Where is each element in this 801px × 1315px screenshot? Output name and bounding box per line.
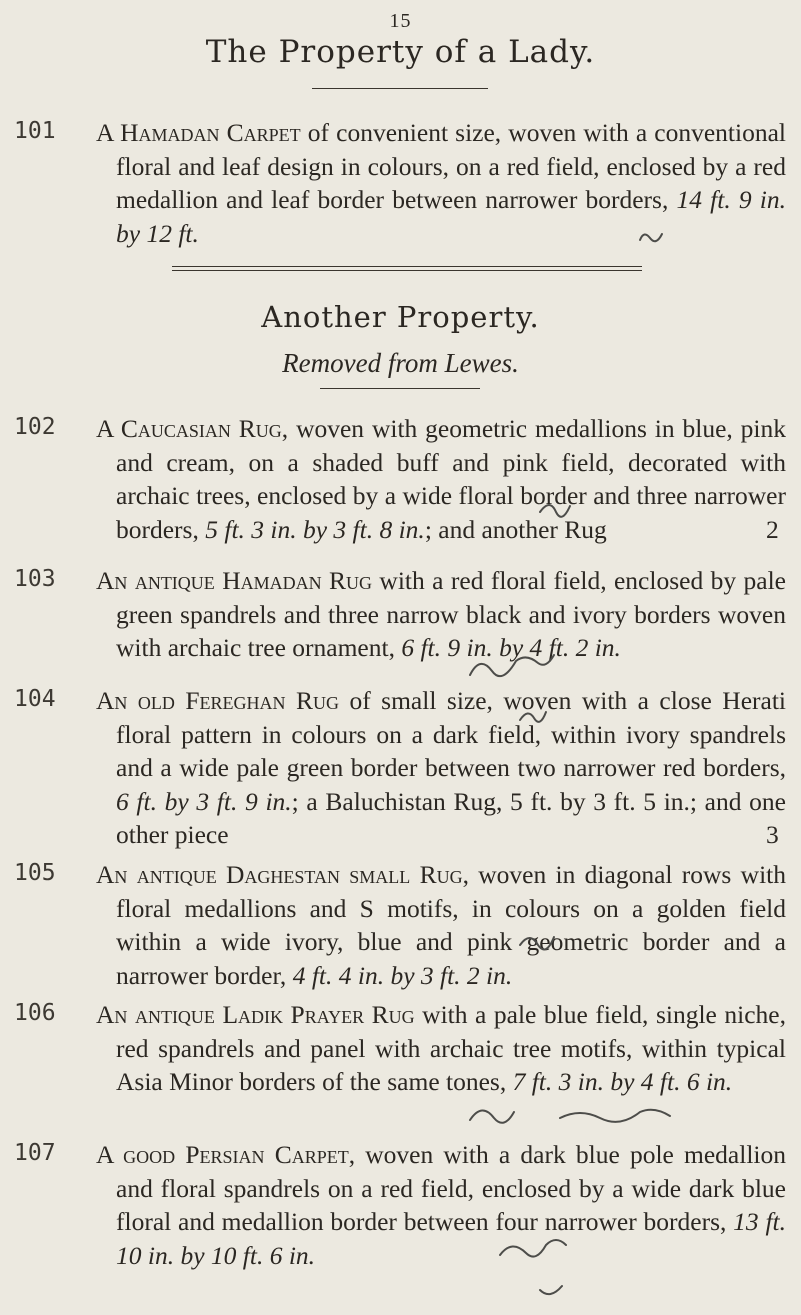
subtitle-underline (320, 388, 480, 389)
lot-description (96, 1138, 786, 1272)
lot-description (96, 564, 786, 665)
lot-dimensions: 13 ft. 10 in. by 10 ft. 6 in. (116, 1207, 787, 1270)
lot-description (96, 998, 786, 1099)
section-title: Another Property. (261, 300, 540, 334)
lot-number: 107 (14, 1140, 56, 1166)
lot-lead: An antique Daghestan small Rug, (96, 860, 469, 889)
page-number: 15 (389, 10, 412, 32)
lot-lead: A Caucasian Rug, (96, 414, 289, 443)
lot-description: An old Fereghan Rug of small size, woven with a close Herati floral pattern in colours on a dark field, within ivory spandrels and a wide pale green border between two narrower red borders, 6 ft. by 3 ft. 9 in.; a Baluchistan Rug, 5 ft. by 3 ft. 5 in.; and one other piece 3 (96, 686, 786, 849)
lot-dimensions: 6 ft. by 3 ft. 9 in. (116, 786, 292, 816)
section-divider (172, 266, 642, 271)
lot-after: ; a Baluchistan Rug, 5 ft. by 3 ft. 5 in.; and one other piece (116, 786, 786, 849)
title-underline (312, 88, 488, 89)
lot-dimensions: 14 ft. 9 in. by 12 ft. (116, 185, 786, 248)
lot-body: of convenient size, woven with a conventional floral and leaf design in colours, on a red field, enclosed by a red medallion and leaf border between narrower borders, (116, 118, 786, 214)
lot-body: of small size, woven with a close Herati floral pattern in colours on a dark field, within ivory spandrels and a wide pale green border between two narrower red borders, (116, 686, 786, 782)
lot-after: ; and another Rug (424, 514, 607, 544)
lot-number: 104 (14, 686, 56, 712)
lot-number: 103 (14, 566, 56, 592)
section-subtitle: Removed from Lewes. (282, 348, 519, 378)
pencil-mark (470, 1110, 670, 1123)
lot-description: A Caucasian Rug, woven with geometric medallions in blue, pink and cream, on a shaded buff and pink field, decorated with archaic trees, enclosed by a wide floral border and three narrower borders, 5 ft. 3 in. by 3 ft. 8 in.; and another Rug 2 (96, 414, 786, 544)
lot-number: 105 (14, 860, 56, 886)
lot-dimensions: 7 ft. 3 in. by 4 ft. 6 in. (512, 1067, 733, 1096)
lot-lead: An antique Hamadan Rug (96, 566, 373, 595)
lot-body: woven in diagonal rows with floral medallions and S motifs, in colours on a golden field within a wide ivory, blue and pink geometric border and a narrower border, (116, 860, 786, 990)
lot-description (96, 858, 786, 992)
lot-dimensions: 6 ft. 9 in. by 4 ft. 2 in. (401, 633, 621, 662)
lot-lead: An old Fereghan Rug (96, 686, 339, 715)
lot-body: with a pale blue field, single niche, red spandrels and panel with archaic tree motifs, within typical Asia Minor borders of the same tones, (116, 1000, 786, 1096)
lot-dimensions: 4 ft. 4 in. by 3 ft. 2 in. (292, 960, 513, 990)
lot-number: 102 (14, 414, 56, 440)
lot-description (96, 116, 786, 250)
lot-number: 101 (14, 118, 56, 144)
page-title: The Property of a Lady. (205, 34, 596, 70)
lot-lead: A Hamadan Carpet (96, 118, 301, 147)
lot-body: woven with geometric medallions in blue, pink and cream, on a shaded buff and pink field, decorated with archaic trees, enclosed by a wide floral border and three narrower borders, (116, 414, 786, 544)
lot-body: with a red floral field, enclosed by pale green spandrels and three narrow black and ivory borders woven with archaic tree ornament, (116, 566, 786, 662)
lot-lead: A good Persian Carpet, (96, 1140, 356, 1169)
lot-dimensions: 5 ft. 3 in. by 3 ft. 8 in. (205, 514, 425, 544)
lot-number: 106 (14, 1000, 56, 1026)
lot-body: woven with a dark blue pole medallion and floral spandrels on a red field, enclosed by a wide dark blue floral and medallion border between four narrower borders, (116, 1140, 786, 1236)
lot-lead: An antique Ladik Prayer Rug (96, 1000, 415, 1029)
